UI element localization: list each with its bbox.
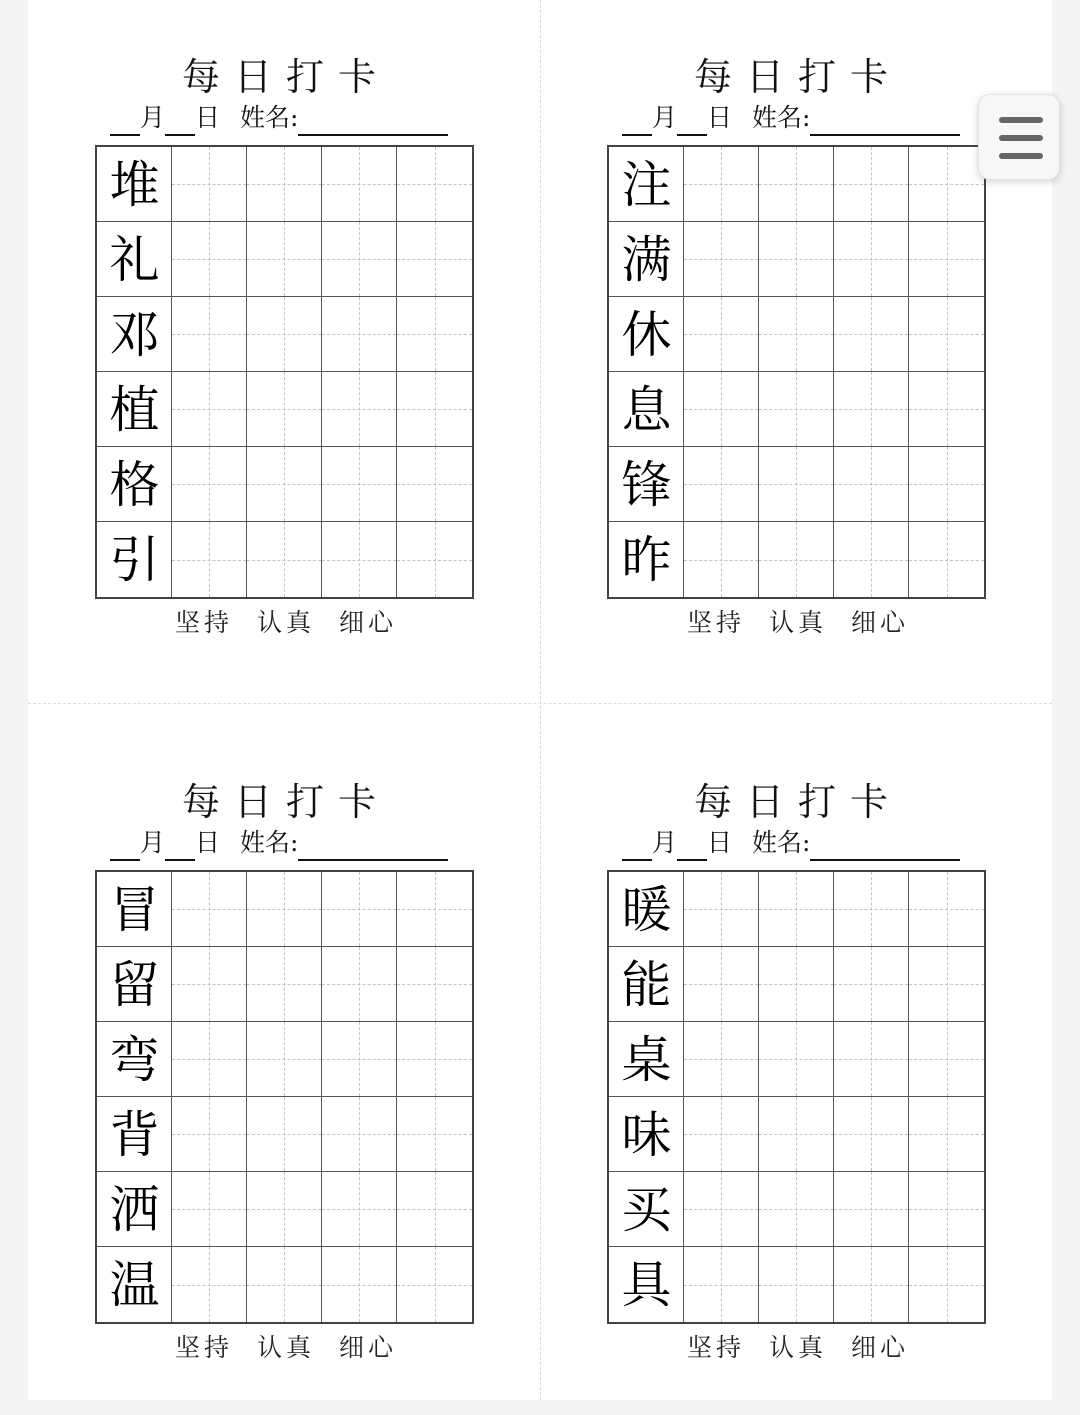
practice-cell[interactable] <box>247 522 322 597</box>
month-label: 月 <box>140 828 166 857</box>
practice-cell[interactable] <box>172 1172 247 1247</box>
model-character-cell <box>97 147 172 222</box>
day-blank[interactable] <box>165 831 195 861</box>
date-name-line <box>110 100 476 136</box>
practice-cell[interactable] <box>322 1247 397 1322</box>
worksheet <box>608 725 988 1415</box>
motto-word: 细心 <box>851 608 910 637</box>
day-label: 日 <box>195 103 221 132</box>
hamburger-menu-icon-bar <box>999 135 1043 141</box>
month-label: 月 <box>140 103 166 132</box>
day-label: 日 <box>195 828 221 857</box>
day-blank[interactable] <box>677 831 707 861</box>
model-character-cell <box>97 1097 172 1172</box>
model-character-cell <box>97 947 172 1022</box>
vertical-divider <box>540 0 541 1400</box>
practice-cell[interactable] <box>909 872 984 947</box>
worksheet-title: 每日打卡 <box>181 55 390 99</box>
practice-cell[interactable] <box>322 522 397 597</box>
practice-cell[interactable] <box>684 872 759 947</box>
practice-cell[interactable] <box>759 447 834 522</box>
motto-word: 细心 <box>339 608 398 637</box>
practice-cell[interactable] <box>247 1172 322 1247</box>
practice-cell[interactable] <box>322 372 397 447</box>
motto-word: 坚持 <box>686 1333 745 1362</box>
practice-cell[interactable] <box>834 372 909 447</box>
practice-cell[interactable] <box>759 522 834 597</box>
practice-cell[interactable] <box>322 947 397 1022</box>
practice-cell[interactable] <box>834 147 909 222</box>
motto <box>96 605 476 641</box>
name-label: 姓名: <box>752 103 811 132</box>
model-character: 留 <box>109 955 160 1014</box>
practice-cell[interactable] <box>684 372 759 447</box>
practice-cell[interactable] <box>759 872 834 947</box>
date-name-line <box>622 100 988 136</box>
day-blank[interactable] <box>677 106 707 136</box>
motto <box>96 1330 476 1366</box>
model-character: 休 <box>621 305 672 364</box>
worksheet-title: 每日打卡 <box>693 55 902 99</box>
practice-cell[interactable] <box>322 872 397 947</box>
practice-cell[interactable] <box>759 947 834 1022</box>
practice-cell[interactable] <box>684 447 759 522</box>
worksheet-title: 每日打卡 <box>181 780 390 824</box>
model-character: 桌 <box>621 1030 672 1089</box>
motto-word: 认真 <box>256 1333 315 1362</box>
practice-cell[interactable] <box>684 297 759 372</box>
practice-cell[interactable] <box>909 372 984 447</box>
practice-cell[interactable] <box>684 522 759 597</box>
motto-word: 细心 <box>339 1333 398 1362</box>
practice-cell[interactable] <box>909 1172 984 1247</box>
model-character-cell <box>609 1247 684 1322</box>
practice-cell[interactable] <box>759 372 834 447</box>
practice-cell[interactable] <box>909 147 984 222</box>
motto-word: 认真 <box>768 1333 827 1362</box>
month-blank[interactable] <box>110 106 140 136</box>
model-character: 买 <box>621 1180 672 1239</box>
practice-cell[interactable] <box>247 872 322 947</box>
date-name-line <box>622 825 988 861</box>
practice-cell[interactable] <box>397 1247 472 1322</box>
model-character-cell <box>97 1022 172 1097</box>
date-name-line <box>110 825 476 861</box>
practice-cell[interactable] <box>172 947 247 1022</box>
practice-cell[interactable] <box>247 447 322 522</box>
model-character: 引 <box>109 530 160 589</box>
practice-cell[interactable] <box>172 147 247 222</box>
day-label: 日 <box>707 828 733 857</box>
practice-cell[interactable] <box>247 222 322 297</box>
worksheet-title: 每日打卡 <box>693 780 902 824</box>
model-character-cell <box>609 147 684 222</box>
model-character-cell <box>97 872 172 947</box>
practice-cell[interactable] <box>247 1022 322 1097</box>
model-character: 锋 <box>621 455 672 514</box>
practice-cell[interactable] <box>909 222 984 297</box>
model-character: 暖 <box>621 880 672 939</box>
motto <box>608 1330 988 1366</box>
practice-cell[interactable] <box>247 372 322 447</box>
menu-button[interactable] <box>978 94 1060 180</box>
hamburger-menu-icon <box>999 117 1043 123</box>
name-blank[interactable] <box>298 831 448 861</box>
practice-cell[interactable] <box>834 522 909 597</box>
practice-cell[interactable] <box>397 947 472 1022</box>
practice-cell[interactable] <box>684 1247 759 1322</box>
model-character-cell <box>97 372 172 447</box>
model-character-cell <box>609 522 684 597</box>
model-character-cell <box>609 1097 684 1172</box>
day-label: 日 <box>707 103 733 132</box>
model-character: 满 <box>621 230 672 289</box>
model-character-cell <box>97 522 172 597</box>
model-character: 注 <box>621 155 672 214</box>
practice-cell[interactable] <box>247 1097 322 1172</box>
practice-cell[interactable] <box>322 297 397 372</box>
motto-word: 细心 <box>851 1333 910 1362</box>
horizontal-divider <box>28 703 1052 704</box>
practice-cell[interactable] <box>834 1022 909 1097</box>
practice-cell[interactable] <box>172 1247 247 1322</box>
day-blank[interactable] <box>165 106 195 136</box>
practice-cell[interactable] <box>397 1097 472 1172</box>
motto-word: 坚持 <box>174 1333 233 1362</box>
model-character: 植 <box>109 380 160 439</box>
practice-cell[interactable] <box>759 1172 834 1247</box>
practice-cell[interactable] <box>172 297 247 372</box>
motto-word: 坚持 <box>174 608 233 637</box>
practice-cell[interactable] <box>909 447 984 522</box>
practice-cell[interactable] <box>759 147 834 222</box>
practice-cell[interactable] <box>759 297 834 372</box>
month-blank[interactable] <box>622 106 652 136</box>
practice-grid <box>607 145 986 599</box>
practice-cell[interactable] <box>834 297 909 372</box>
practice-cell[interactable] <box>909 1247 984 1322</box>
practice-cell[interactable] <box>909 1022 984 1097</box>
month-label: 月 <box>652 103 678 132</box>
practice-cell[interactable] <box>834 1247 909 1322</box>
motto <box>608 605 988 641</box>
practice-cell[interactable] <box>172 447 247 522</box>
practice-cell[interactable] <box>172 372 247 447</box>
practice-cell[interactable] <box>834 947 909 1022</box>
model-character: 邓 <box>109 305 160 364</box>
practice-cell[interactable] <box>397 872 472 947</box>
model-character-cell <box>97 297 172 372</box>
practice-cell[interactable] <box>397 372 472 447</box>
model-character-cell <box>97 1172 172 1247</box>
practice-cell[interactable] <box>322 222 397 297</box>
practice-cell[interactable] <box>834 222 909 297</box>
practice-cell[interactable] <box>909 297 984 372</box>
practice-cell[interactable] <box>397 222 472 297</box>
practice-cell[interactable] <box>684 1172 759 1247</box>
practice-cell[interactable] <box>322 1172 397 1247</box>
model-character-cell <box>97 222 172 297</box>
model-character-cell <box>609 947 684 1022</box>
model-character: 洒 <box>109 1180 160 1239</box>
model-character: 具 <box>621 1255 672 1314</box>
practice-cell[interactable] <box>759 1097 834 1172</box>
practice-cell[interactable] <box>834 447 909 522</box>
model-character: 能 <box>621 955 672 1014</box>
month-blank[interactable] <box>110 831 140 861</box>
model-character: 背 <box>109 1105 160 1164</box>
name-label: 姓名: <box>752 828 811 857</box>
practice-cell[interactable] <box>834 1172 909 1247</box>
model-character: 冒 <box>109 880 160 939</box>
model-character-cell <box>609 222 684 297</box>
worksheet <box>96 725 476 1415</box>
model-character: 温 <box>109 1255 160 1314</box>
motto-word: 坚持 <box>686 608 745 637</box>
practice-cell[interactable] <box>684 1022 759 1097</box>
model-character-cell <box>609 297 684 372</box>
practice-cell[interactable] <box>684 1097 759 1172</box>
practice-cell[interactable] <box>172 222 247 297</box>
model-character-cell <box>609 372 684 447</box>
practice-cell[interactable] <box>172 872 247 947</box>
month-label: 月 <box>652 828 678 857</box>
name-blank[interactable] <box>298 106 448 136</box>
practice-cell[interactable] <box>247 1247 322 1322</box>
practice-cell[interactable] <box>397 522 472 597</box>
practice-cell[interactable] <box>397 1022 472 1097</box>
practice-cell[interactable] <box>909 1097 984 1172</box>
name-blank[interactable] <box>810 831 960 861</box>
practice-cell[interactable] <box>172 1022 247 1097</box>
model-character: 味 <box>621 1105 672 1164</box>
practice-cell[interactable] <box>684 147 759 222</box>
worksheet <box>96 0 476 690</box>
model-character-cell <box>97 1247 172 1322</box>
practice-cell[interactable] <box>759 1022 834 1097</box>
practice-grid <box>95 870 474 1324</box>
practice-cell[interactable] <box>247 297 322 372</box>
practice-cell[interactable] <box>172 1097 247 1172</box>
model-character-cell <box>97 447 172 522</box>
model-character: 弯 <box>109 1030 160 1089</box>
model-character: 礼 <box>109 230 160 289</box>
practice-cell[interactable] <box>172 522 247 597</box>
practice-cell[interactable] <box>247 947 322 1022</box>
model-character-cell <box>609 1022 684 1097</box>
practice-cell[interactable] <box>759 1247 834 1322</box>
name-blank[interactable] <box>810 106 960 136</box>
practice-cell[interactable] <box>322 147 397 222</box>
practice-cell[interactable] <box>397 147 472 222</box>
worksheet <box>608 0 988 690</box>
model-character-cell <box>609 872 684 947</box>
practice-cell[interactable] <box>322 1097 397 1172</box>
motto-word: 认真 <box>768 608 827 637</box>
model-character: 格 <box>109 455 160 514</box>
model-character-cell <box>609 1172 684 1247</box>
practice-grid <box>607 870 986 1324</box>
practice-cell[interactable] <box>684 947 759 1022</box>
practice-cell[interactable] <box>397 297 472 372</box>
practice-cell[interactable] <box>909 947 984 1022</box>
model-character: 堆 <box>109 155 160 214</box>
practice-cell[interactable] <box>834 872 909 947</box>
practice-cell[interactable] <box>322 1022 397 1097</box>
model-character: 昨 <box>621 530 672 589</box>
practice-cell[interactable] <box>397 447 472 522</box>
practice-cell[interactable] <box>322 447 397 522</box>
practice-cell[interactable] <box>684 222 759 297</box>
model-character: 息 <box>621 380 672 439</box>
practice-cell[interactable] <box>759 222 834 297</box>
practice-cell[interactable] <box>909 522 984 597</box>
model-character-cell <box>609 447 684 522</box>
practice-cell[interactable] <box>397 1172 472 1247</box>
month-blank[interactable] <box>622 831 652 861</box>
practice-grid <box>95 145 474 599</box>
practice-cell[interactable] <box>834 1097 909 1172</box>
name-label: 姓名: <box>240 828 299 857</box>
practice-cell[interactable] <box>247 147 322 222</box>
motto-word: 认真 <box>256 608 315 637</box>
name-label: 姓名: <box>240 103 299 132</box>
hamburger-menu-icon-bar <box>999 153 1043 159</box>
